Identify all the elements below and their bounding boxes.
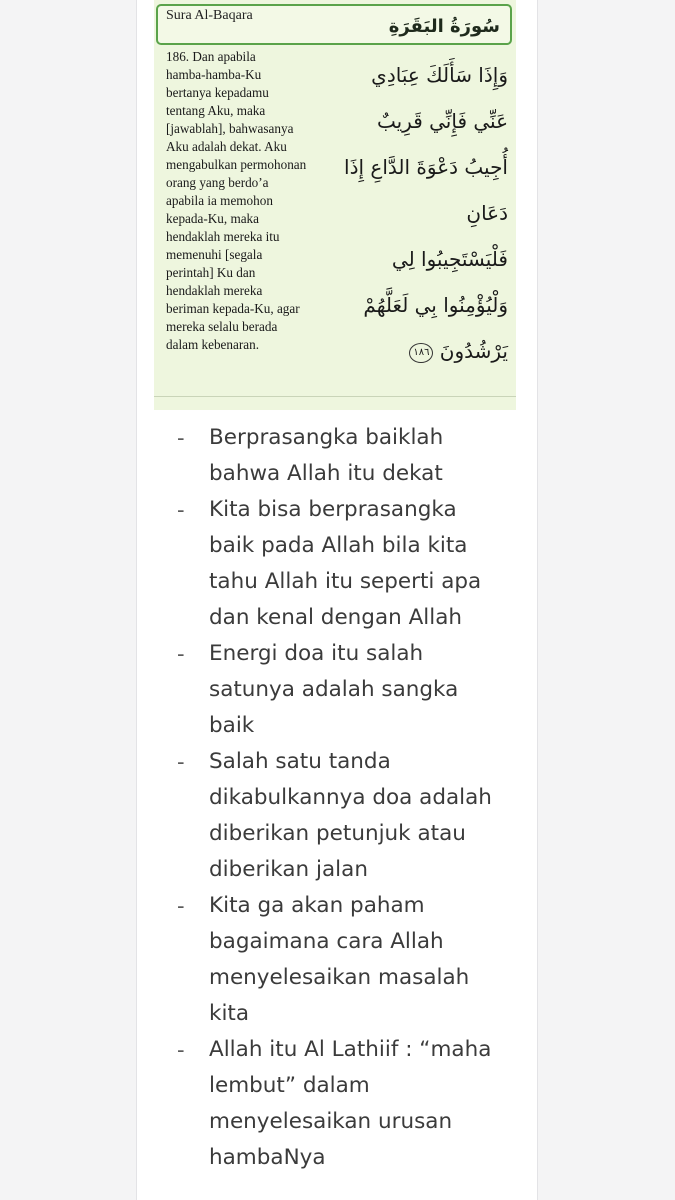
note-line: bagaimana cara Allah	[209, 929, 444, 954]
bullet-dash: -	[177, 1038, 185, 1062]
note-line: hambaNya	[209, 1145, 326, 1170]
sura-header	[156, 4, 512, 45]
arabic-line: أُجِيبُ دَعْوَةَ الدَّاعِ إِذَا	[344, 155, 508, 179]
bullet-dash: -	[177, 498, 185, 522]
note-line: dan kenal dengan Allah	[209, 605, 463, 630]
translation-line: apabila ia memohon	[166, 193, 273, 208]
arabic-line: عَنِّي فَإِنِّي قَرِيبٌ	[376, 109, 508, 133]
note-line: menyelesaikan urusan	[209, 1109, 453, 1134]
note-line: lembut” dalam	[209, 1073, 370, 1098]
note-item	[137, 888, 537, 1032]
note-item	[137, 492, 537, 636]
translation-line: kepada-Ku, maka	[166, 211, 260, 226]
note-line: Kita ga akan paham	[209, 893, 425, 918]
arabic-line: دَعَانِ	[466, 201, 508, 225]
arabic-line: وَلْيُؤْمِنُوا بِي لَعَلَّهُمْ	[363, 293, 508, 317]
verse-translation	[166, 48, 342, 354]
sura-name: Sura Al-Baqara	[166, 8, 253, 23]
note-line: Salah satu tanda	[209, 749, 391, 774]
translation-line: memenuhi [segala	[166, 247, 263, 262]
note-line: kita	[209, 1001, 250, 1026]
arabic-line: وَإِذَا سَأَلَكَ عِبَادِي	[371, 63, 508, 87]
arabic-line-last	[338, 328, 508, 374]
translation-line: beriman kepada-Ku, agar	[166, 301, 300, 316]
bullet-dash: -	[177, 750, 185, 774]
bullet-dash: -	[177, 642, 185, 666]
card-divider	[154, 396, 516, 397]
translation-line: mereka selalu berada	[166, 319, 278, 334]
note-line: Energi doa itu salah	[209, 641, 424, 666]
translation-line: Aku adalah dekat. Aku	[166, 139, 287, 154]
note-item	[137, 744, 537, 888]
arabic-line: فَلْيَسْتَجِيبُوا لِي	[391, 247, 508, 271]
note-line: bahwa Allah itu dekat	[209, 461, 443, 486]
translation-line: 186. Dan apabila	[166, 49, 256, 64]
translation-line: hendaklah mereka itu	[166, 229, 280, 244]
bullet-dash: -	[177, 426, 185, 450]
ayah-number-marker: ١٨٦	[409, 343, 433, 363]
translation-line: bertanya kepadamu	[166, 85, 269, 100]
note-line: satunya adalah sangka	[209, 677, 459, 702]
notes-list	[137, 420, 537, 1176]
translation-line: hamba-hamba-Ku	[166, 67, 262, 82]
sura-arabic-title: سُورَةُ البَقَرَةِ	[388, 16, 500, 37]
note-line: baik	[209, 713, 255, 738]
quran-verse-card	[154, 0, 516, 410]
note-item	[137, 420, 537, 492]
page	[136, 0, 538, 1200]
translation-line: perintah] Ku dan	[166, 265, 256, 280]
note-line: tahu Allah itu seperti apa	[209, 569, 482, 594]
translation-line: hendaklah mereka	[166, 283, 263, 298]
note-item	[137, 1032, 537, 1176]
note-line: diberikan petunjuk atau	[209, 821, 466, 846]
note-line: baik pada Allah bila kita	[209, 533, 468, 558]
translation-line: dalam kebenaran.	[166, 337, 259, 352]
arabic-line-text: يَرْشُدُونَ	[439, 339, 508, 363]
note-line: Allah itu Al Lathiif : “maha	[209, 1037, 492, 1062]
translation-line: mengabulkan permohonan	[166, 157, 307, 172]
note-line: Berprasangka baiklah	[209, 425, 444, 450]
translation-line: tentang Aku, maka	[166, 103, 266, 118]
arabic-verse	[338, 52, 508, 374]
translation-line: orang yang berdo’a	[166, 175, 269, 190]
note-line: menyelesaikan masalah	[209, 965, 470, 990]
note-line: diberikan jalan	[209, 857, 368, 882]
bullet-dash: -	[177, 894, 185, 918]
note-item	[137, 636, 537, 744]
note-line: Kita bisa berprasangka	[209, 497, 457, 522]
translation-line: [jawablah], bahwasanya	[166, 121, 294, 136]
note-line: dikabulkannya doa adalah	[209, 785, 492, 810]
